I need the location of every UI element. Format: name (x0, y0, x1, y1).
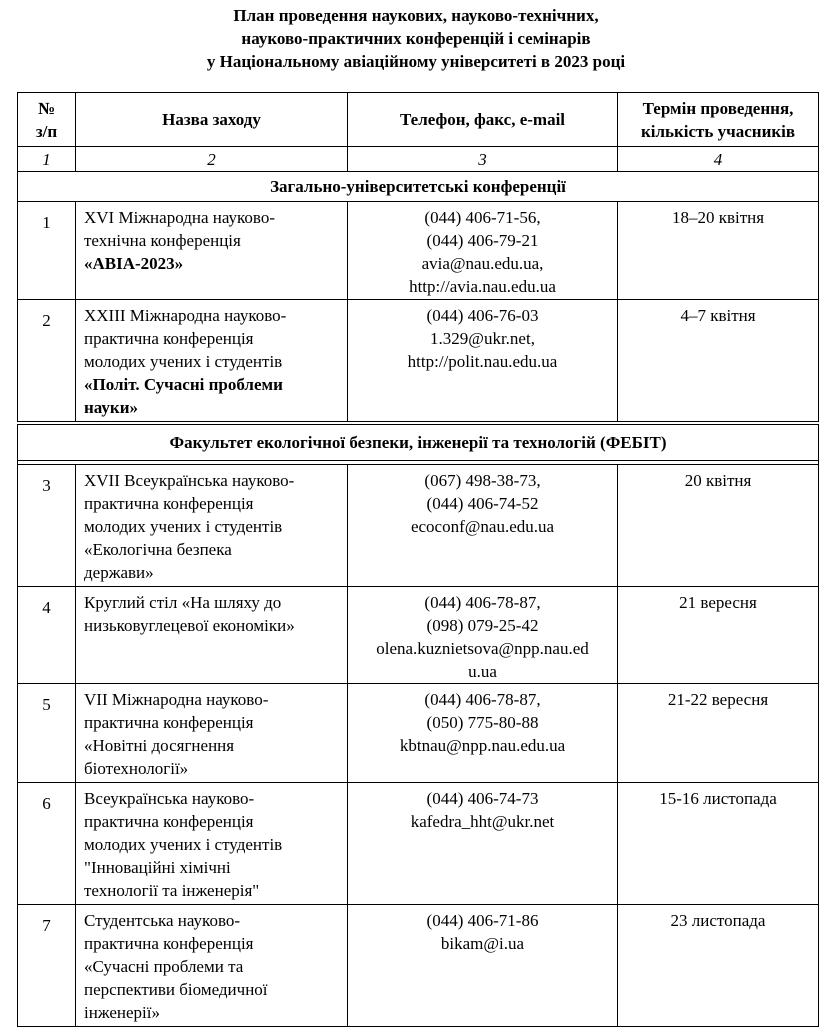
event-name-line: біотехнології» (84, 759, 189, 778)
row-number: 7 (18, 905, 76, 1027)
event-date: 23 листопада (618, 905, 819, 1027)
contact-info (348, 684, 618, 783)
event-date: 4–7 квітня (618, 300, 819, 422)
contact-info (348, 783, 618, 905)
header-date (618, 93, 819, 147)
event-name-line: технології та інженерія" (84, 881, 260, 900)
event-name-line: молодих учених і студентів (84, 517, 283, 536)
contact-line: bikam@i.ua (440, 934, 525, 953)
column-index-1: 1 (18, 147, 76, 172)
contact-line: ecoconf@nau.edu.ua (410, 517, 555, 536)
contact-info (348, 905, 618, 1027)
contact-line: kbtnau@npp.nau.edu.ua (399, 736, 566, 755)
contact-line: u.ua (468, 662, 497, 681)
header-date-line2: кількість учасників (640, 121, 796, 141)
event-name-line: «Сучасні проблеми та (84, 957, 244, 976)
event-name-line: "Інноваційні хімічні (84, 858, 231, 877)
event-name-bold-line: «Політ. Сучасні проблеми (84, 375, 283, 394)
section-title: Загально-університетські конференції (18, 172, 819, 202)
table-header-row (18, 93, 819, 147)
event-date: 20 квітня (618, 465, 819, 587)
row-number: 4 (18, 587, 76, 684)
table-row (18, 587, 819, 684)
table-row (18, 684, 819, 783)
event-name (76, 300, 348, 422)
event-name-line: XXIII Міжнародна науково- (84, 306, 287, 325)
header-date-line1: Термін проведення, (642, 98, 794, 118)
event-name-line: практична конференція (84, 494, 254, 513)
contact-line: (050) 775-80-88 (426, 713, 539, 732)
header-num (18, 93, 76, 147)
row-number: 1 (18, 202, 76, 300)
table-row (18, 300, 819, 422)
event-name-line: «Екологічна безпека (84, 540, 232, 559)
event-name-line: практична конференція (84, 812, 254, 831)
title-line-2: науково-практичних конференцій і семінарів (241, 29, 591, 48)
row-number: 5 (18, 684, 76, 783)
row-number: 3 (18, 465, 76, 587)
document-title (0, 4, 832, 73)
column-index-row (18, 147, 819, 172)
event-name-line: практична конференція (84, 713, 254, 732)
title-line-3: у Національному авіаційному університеті в 2023 році (206, 52, 626, 71)
contact-line: (044) 406-78-87, (424, 690, 541, 709)
table-row (18, 783, 819, 905)
event-name-line: практична конференція (84, 934, 254, 953)
event-name-line: Круглий стіл «На шляху до (84, 593, 282, 612)
event-name-line: молодих учених і студентів (84, 835, 283, 854)
contact-line: (044) 406-76-03 (426, 306, 539, 325)
event-date: 21-22 вересня (618, 684, 819, 783)
contact-info (348, 202, 618, 300)
table-row (18, 202, 819, 300)
row-number: 2 (18, 300, 76, 422)
contact-line: (067) 498-38-73, (424, 471, 541, 490)
contact-info (348, 465, 618, 587)
section-row-febit (18, 425, 819, 461)
contact-line: olena.kuznietsova@npp.nau.ed (376, 639, 589, 658)
contact-info (348, 587, 618, 684)
section-row-general (18, 172, 819, 202)
contact-line: 1.329@ukr.net, (430, 329, 535, 348)
event-name-line: Студентська науково- (84, 911, 241, 930)
contact-line: (044) 406-78-87, (424, 593, 541, 612)
contact-line: kafedra_hht@ukr.net (410, 812, 555, 831)
event-name-line: практична конференція (84, 329, 254, 348)
contact-line: http://polit.nau.edu.ua (407, 352, 558, 371)
contact-line: avia@nau.edu.ua, (421, 254, 544, 273)
column-index-2: 2 (76, 147, 348, 172)
title-line-1: План проведення наукових, науково-технічних, (233, 6, 599, 25)
column-index-3: 3 (348, 147, 618, 172)
contact-line: (044) 406-71-86 (426, 911, 539, 930)
table-row (18, 905, 819, 1027)
event-date: 15-16 листопада (618, 783, 819, 905)
event-date: 18–20 квітня (618, 202, 819, 300)
event-name-bold-line: науки» (84, 398, 139, 417)
event-name-line: VII Міжнародна науково- (84, 690, 269, 709)
contact-line: (044) 406-74-52 (426, 494, 539, 513)
event-name (76, 905, 348, 1027)
contact-line: (044) 406-74-73 (426, 789, 539, 808)
event-name (76, 465, 348, 587)
event-name (76, 202, 348, 300)
contact-line: (044) 406-79-21 (426, 231, 539, 250)
event-name-line: XVII Всеукраїнська науково- (84, 471, 295, 490)
contact-info (348, 300, 618, 422)
event-name-bold-line: «АВІА-2023» (84, 254, 184, 273)
header-num-line1: № (37, 98, 56, 118)
conference-table-part2 (17, 424, 819, 1027)
event-date: 21 вересня (618, 587, 819, 684)
event-name (76, 684, 348, 783)
row-number: 6 (18, 783, 76, 905)
event-name-line: інженерії» (84, 1003, 160, 1022)
event-name-line: держави» (84, 563, 154, 582)
contact-line: (044) 406-71-56, (424, 208, 541, 227)
header-contact: Телефон, факс, e-mail (348, 93, 618, 147)
section-title: Факультет екологічної безпеки, інженерії та технологій (ФЕБІТ) (18, 425, 819, 461)
table-row (18, 465, 819, 587)
column-index-4: 4 (618, 147, 819, 172)
event-name-line: технічна конференція (84, 231, 241, 250)
event-name-line: перспективи біомедичної (84, 980, 268, 999)
contact-line: http://avia.nau.edu.ua (409, 277, 556, 296)
header-name: Назва заходу (76, 93, 348, 147)
event-name (76, 587, 348, 684)
event-name-line: «Новітні досягнення (84, 736, 235, 755)
event-name-line: молодих учених і студентів (84, 352, 283, 371)
header-num-line2: з/п (35, 121, 58, 141)
conference-table-part1 (17, 92, 819, 422)
event-name (76, 783, 348, 905)
event-name-line: Всеукраїнська науково- (84, 789, 255, 808)
contact-line: (098) 079-25-42 (426, 616, 539, 635)
event-name-line: низьковуглецевої економіки» (84, 616, 295, 635)
event-name-line: XVI Міжнародна науково- (84, 208, 275, 227)
